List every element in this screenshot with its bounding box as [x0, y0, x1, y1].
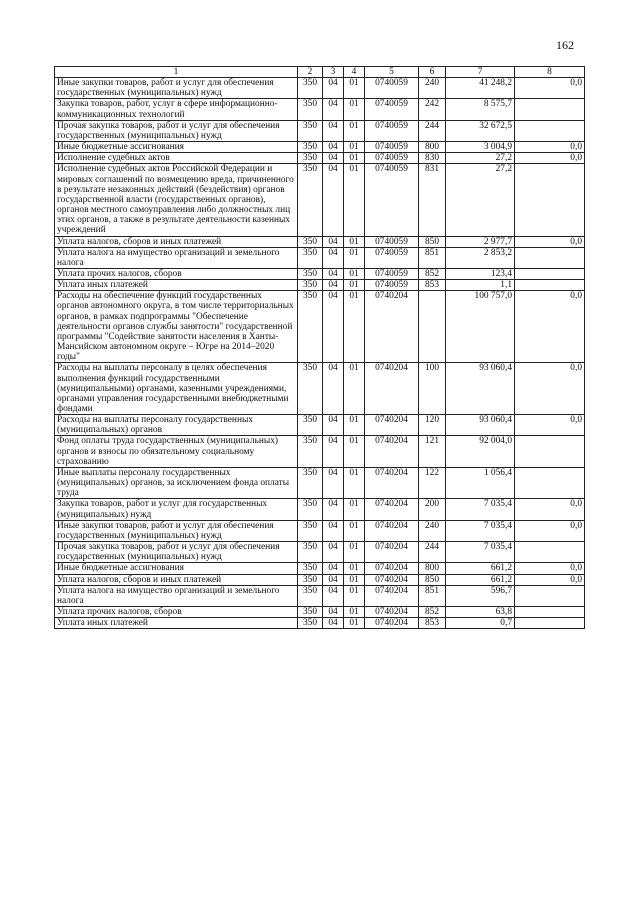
row-amount-cell: 661,2 — [446, 563, 515, 574]
row-type-cell: 242 — [419, 99, 446, 120]
row-type-cell: 121 — [419, 436, 446, 467]
row-subsection-cell: 01 — [344, 436, 365, 467]
row-code-cell: 350 — [298, 542, 323, 563]
row-code-cell: 350 — [298, 247, 323, 268]
row-name-cell: Расходы на обеспечение функций государственных органов автономного округа, в том числе территориальных органов, в рамках подпрограммы "Обеспечение деятельности органов службы занятости" государственной программы "Содействие занятости населения в Ханты-Мансийском автономном округе – Югре на 2014–2020 годы" — [55, 291, 298, 363]
row-section-cell: 04 — [323, 247, 344, 268]
row-subsection-cell: 01 — [344, 363, 365, 415]
row-name-cell: Уплата иных платежей — [55, 280, 298, 291]
table-row — [55, 574, 585, 585]
row-target-cell: 0740204 — [365, 574, 419, 585]
row-amount-cell: 1,1 — [446, 280, 515, 291]
row-name-cell: Фонд оплаты труда государственных (муниципальных) органов и взносы по обязательному социальному страхованию — [55, 436, 298, 467]
row-section-cell: 04 — [323, 436, 344, 467]
row-section-cell: 04 — [323, 415, 344, 436]
row-code-cell: 350 — [298, 236, 323, 247]
row-code-cell: 350 — [298, 467, 323, 498]
row-target-cell: 0740204 — [365, 436, 419, 467]
column-header: 8 — [515, 67, 585, 78]
row-target-cell: 0740059 — [365, 280, 419, 291]
row-section-cell: 04 — [323, 153, 344, 164]
row-extra-cell: 0,0 — [515, 78, 585, 99]
row-extra-cell: 0,0 — [515, 415, 585, 436]
row-subsection-cell: 01 — [344, 467, 365, 498]
row-subsection-cell: 01 — [344, 415, 365, 436]
row-extra-cell — [515, 618, 585, 629]
row-code-cell: 350 — [298, 499, 323, 520]
row-name-cell: Уплата налога на имущество организаций и земельного налога — [55, 585, 298, 606]
column-header: 1 — [55, 67, 298, 78]
row-code-cell: 350 — [298, 142, 323, 153]
row-subsection-cell: 01 — [344, 153, 365, 164]
row-extra-cell: 0,0 — [515, 520, 585, 541]
row-target-cell: 0740059 — [365, 247, 419, 268]
row-extra-cell — [515, 247, 585, 268]
row-target-cell: 0740204 — [365, 585, 419, 606]
row-name-cell: Прочая закупка товаров, работ и услуг для обеспечения государственных (муниципальных) нужд — [55, 542, 298, 563]
row-type-cell: 853 — [419, 618, 446, 629]
row-type-cell: 851 — [419, 585, 446, 606]
row-subsection-cell: 01 — [344, 164, 365, 236]
row-name-cell: Уплата налогов, сборов и иных платежей — [55, 574, 298, 585]
row-name-cell: Закупка товаров, работ, услуг в сфере информационно-коммуникационных технологий — [55, 99, 298, 120]
row-amount-cell: 92 004,0 — [446, 436, 515, 467]
page-number: 162 — [556, 38, 574, 52]
row-extra-cell — [515, 280, 585, 291]
row-code-cell: 350 — [298, 574, 323, 585]
row-section-cell: 04 — [323, 585, 344, 606]
row-amount-cell: 27,2 — [446, 164, 515, 236]
row-name-cell: Иные закупки товаров, работ и услуг для обеспечения государственных (муниципальных) нужд — [55, 78, 298, 99]
row-code-cell: 350 — [298, 120, 323, 141]
table-row — [55, 99, 585, 120]
row-target-cell: 0740059 — [365, 236, 419, 247]
row-type-cell: 850 — [419, 574, 446, 585]
row-target-cell: 0740204 — [365, 542, 419, 563]
row-amount-cell: 7 035,4 — [446, 520, 515, 541]
row-subsection-cell: 01 — [344, 280, 365, 291]
row-name-cell: Уплата иных платежей — [55, 618, 298, 629]
table-row — [55, 415, 585, 436]
row-code-cell: 350 — [298, 618, 323, 629]
column-header: 5 — [365, 67, 419, 78]
row-target-cell: 0740204 — [365, 606, 419, 617]
row-name-cell: Иные выплаты персоналу государственных (муниципальных) органов, за исключением фонда оплаты труда — [55, 467, 298, 498]
row-section-cell: 04 — [323, 363, 344, 415]
row-extra-cell: 0,0 — [515, 499, 585, 520]
row-name-cell: Исполнение судебных актов — [55, 153, 298, 164]
table-row — [55, 268, 585, 279]
row-type-cell: 100 — [419, 363, 446, 415]
row-code-cell: 350 — [298, 436, 323, 467]
row-extra-cell — [515, 606, 585, 617]
table-row — [55, 363, 585, 415]
row-subsection-cell: 01 — [344, 120, 365, 141]
row-name-cell: Уплата прочих налогов, сборов — [55, 268, 298, 279]
row-section-cell: 04 — [323, 520, 344, 541]
row-name-cell: Иные закупки товаров, работ и услуг для обеспечения государственных (муниципальных) нужд — [55, 520, 298, 541]
row-amount-cell: 123,4 — [446, 268, 515, 279]
row-type-cell: 852 — [419, 268, 446, 279]
row-section-cell: 04 — [323, 574, 344, 585]
row-section-cell: 04 — [323, 236, 344, 247]
row-type-cell: 830 — [419, 153, 446, 164]
column-header: 4 — [344, 67, 365, 78]
row-type-cell: 852 — [419, 606, 446, 617]
row-name-cell: Иные бюджетные ассигнования — [55, 563, 298, 574]
row-section-cell: 04 — [323, 618, 344, 629]
row-extra-cell: 0,0 — [515, 563, 585, 574]
row-type-cell: 244 — [419, 542, 446, 563]
table-row — [55, 563, 585, 574]
table-row — [55, 236, 585, 247]
row-amount-cell: 661,2 — [446, 574, 515, 585]
table-row — [55, 280, 585, 291]
row-target-cell: 0740204 — [365, 499, 419, 520]
row-type-cell: 200 — [419, 499, 446, 520]
table-row — [55, 120, 585, 141]
row-amount-cell: 596,7 — [446, 585, 515, 606]
row-code-cell: 350 — [298, 99, 323, 120]
row-name-cell: Уплата налогов, сборов и иных платежей — [55, 236, 298, 247]
row-extra-cell — [515, 120, 585, 141]
table-body — [55, 78, 585, 629]
row-name-cell: Иные бюджетные ассигнования — [55, 142, 298, 153]
table-row — [55, 542, 585, 563]
row-subsection-cell: 01 — [344, 268, 365, 279]
row-type-cell: 240 — [419, 78, 446, 99]
row-code-cell: 350 — [298, 563, 323, 574]
row-subsection-cell: 01 — [344, 236, 365, 247]
row-code-cell: 350 — [298, 164, 323, 236]
row-type-cell: 831 — [419, 164, 446, 236]
row-extra-cell — [515, 99, 585, 120]
row-amount-cell: 8 575,7 — [446, 99, 515, 120]
row-subsection-cell: 01 — [344, 247, 365, 268]
table-row — [55, 247, 585, 268]
row-extra-cell: 0,0 — [515, 291, 585, 363]
row-target-cell: 0740059 — [365, 153, 419, 164]
row-target-cell: 0740204 — [365, 563, 419, 574]
row-subsection-cell: 01 — [344, 563, 365, 574]
row-amount-cell: 1 056,4 — [446, 467, 515, 498]
table-row — [55, 78, 585, 99]
row-amount-cell: 93 060,4 — [446, 363, 515, 415]
row-section-cell: 04 — [323, 563, 344, 574]
budget-table — [54, 66, 585, 629]
table-row — [55, 291, 585, 363]
table-row — [55, 436, 585, 467]
table-row — [55, 153, 585, 164]
row-section-cell: 04 — [323, 606, 344, 617]
table-row — [55, 618, 585, 629]
row-target-cell: 0740204 — [365, 363, 419, 415]
row-extra-cell: 0,0 — [515, 153, 585, 164]
row-name-cell: Расходы на выплаты персоналу в целях обеспечения выполнения функций государственными (муниципальными) органами, казенными учреждениями, органами управления государственными внебюджетными фондами — [55, 363, 298, 415]
row-section-cell: 04 — [323, 120, 344, 141]
row-type-cell: 851 — [419, 247, 446, 268]
row-extra-cell: 0,0 — [515, 363, 585, 415]
row-code-cell: 350 — [298, 585, 323, 606]
row-code-cell: 350 — [298, 363, 323, 415]
row-subsection-cell: 01 — [344, 499, 365, 520]
row-amount-cell: 63,8 — [446, 606, 515, 617]
row-target-cell: 0740059 — [365, 164, 419, 236]
row-amount-cell: 2 853,2 — [446, 247, 515, 268]
row-code-cell: 350 — [298, 415, 323, 436]
row-section-cell: 04 — [323, 78, 344, 99]
row-target-cell: 0740204 — [365, 415, 419, 436]
row-code-cell: 350 — [298, 520, 323, 541]
row-subsection-cell: 01 — [344, 606, 365, 617]
row-amount-cell: 0,7 — [446, 618, 515, 629]
row-target-cell: 0740204 — [365, 291, 419, 363]
row-subsection-cell: 01 — [344, 291, 365, 363]
table-row — [55, 606, 585, 617]
row-subsection-cell: 01 — [344, 520, 365, 541]
row-type-cell — [419, 291, 446, 363]
row-target-cell: 0740059 — [365, 120, 419, 141]
row-target-cell: 0740059 — [365, 268, 419, 279]
row-code-cell: 350 — [298, 291, 323, 363]
row-name-cell: Закупка товаров, работ и услуг для государственных (муниципальных) нужд — [55, 499, 298, 520]
table-row — [55, 467, 585, 498]
row-code-cell: 350 — [298, 280, 323, 291]
row-subsection-cell: 01 — [344, 99, 365, 120]
row-extra-cell — [515, 467, 585, 498]
column-header: 7 — [446, 67, 515, 78]
row-section-cell: 04 — [323, 499, 344, 520]
row-section-cell: 04 — [323, 542, 344, 563]
row-section-cell: 04 — [323, 268, 344, 279]
row-target-cell: 0740059 — [365, 78, 419, 99]
row-subsection-cell: 01 — [344, 542, 365, 563]
row-type-cell: 800 — [419, 563, 446, 574]
row-subsection-cell: 01 — [344, 574, 365, 585]
row-type-cell: 244 — [419, 120, 446, 141]
table-row — [55, 164, 585, 236]
row-section-cell: 04 — [323, 280, 344, 291]
row-extra-cell — [515, 436, 585, 467]
row-code-cell: 350 — [298, 78, 323, 99]
row-target-cell: 0740204 — [365, 618, 419, 629]
row-amount-cell: 27,2 — [446, 153, 515, 164]
row-extra-cell: 0,0 — [515, 236, 585, 247]
row-extra-cell — [515, 542, 585, 563]
row-code-cell: 350 — [298, 153, 323, 164]
row-section-cell: 04 — [323, 142, 344, 153]
row-amount-cell: 93 060,4 — [446, 415, 515, 436]
row-type-cell: 850 — [419, 236, 446, 247]
row-target-cell: 0740204 — [365, 467, 419, 498]
row-name-cell: Уплата прочих налогов, сборов — [55, 606, 298, 617]
row-code-cell: 350 — [298, 268, 323, 279]
row-amount-cell: 7 035,4 — [446, 499, 515, 520]
row-code-cell: 350 — [298, 606, 323, 617]
row-amount-cell: 3 004,9 — [446, 142, 515, 153]
column-header: 3 — [323, 67, 344, 78]
column-header: 2 — [298, 67, 323, 78]
row-section-cell: 04 — [323, 467, 344, 498]
table-row — [55, 520, 585, 541]
row-name-cell: Расходы на выплаты персоналу государственных (муниципальных) органов — [55, 415, 298, 436]
row-extra-cell — [515, 585, 585, 606]
table-row — [55, 585, 585, 606]
row-target-cell: 0740204 — [365, 520, 419, 541]
row-section-cell: 04 — [323, 164, 344, 236]
column-header: 6 — [419, 67, 446, 78]
row-amount-cell: 2 977,7 — [446, 236, 515, 247]
row-subsection-cell: 01 — [344, 142, 365, 153]
row-section-cell: 04 — [323, 291, 344, 363]
row-type-cell: 122 — [419, 467, 446, 498]
row-extra-cell: 0,0 — [515, 142, 585, 153]
row-target-cell: 0740059 — [365, 142, 419, 153]
row-subsection-cell: 01 — [344, 618, 365, 629]
row-name-cell: Уплата налога на имущество организаций и земельного налога — [55, 247, 298, 268]
row-section-cell: 04 — [323, 99, 344, 120]
row-type-cell: 120 — [419, 415, 446, 436]
table-row — [55, 499, 585, 520]
row-extra-cell — [515, 268, 585, 279]
row-subsection-cell: 01 — [344, 585, 365, 606]
row-amount-cell: 7 035,4 — [446, 542, 515, 563]
row-target-cell: 0740059 — [365, 99, 419, 120]
row-extra-cell — [515, 164, 585, 236]
row-name-cell: Прочая закупка товаров, работ и услуг для обеспечения государственных (муниципальных) нужд — [55, 120, 298, 141]
row-amount-cell: 32 672,5 — [446, 120, 515, 141]
header-row — [55, 67, 585, 78]
row-extra-cell: 0,0 — [515, 574, 585, 585]
row-type-cell: 853 — [419, 280, 446, 291]
table-row — [55, 142, 585, 153]
row-type-cell: 800 — [419, 142, 446, 153]
row-subsection-cell: 01 — [344, 78, 365, 99]
row-type-cell: 240 — [419, 520, 446, 541]
row-amount-cell: 41 248,2 — [446, 78, 515, 99]
row-amount-cell: 100 757,0 — [446, 291, 515, 363]
row-name-cell: Исполнение судебных актов Российской Федерации и мировых соглашений по возмещению вреда, причиненного в результате незаконных действий (бездействия) органов государственной власти (государственных органов), органов местного самоуправления либо должностных лиц этих органов, а также в результате деятельности казенных учреждений — [55, 164, 298, 236]
